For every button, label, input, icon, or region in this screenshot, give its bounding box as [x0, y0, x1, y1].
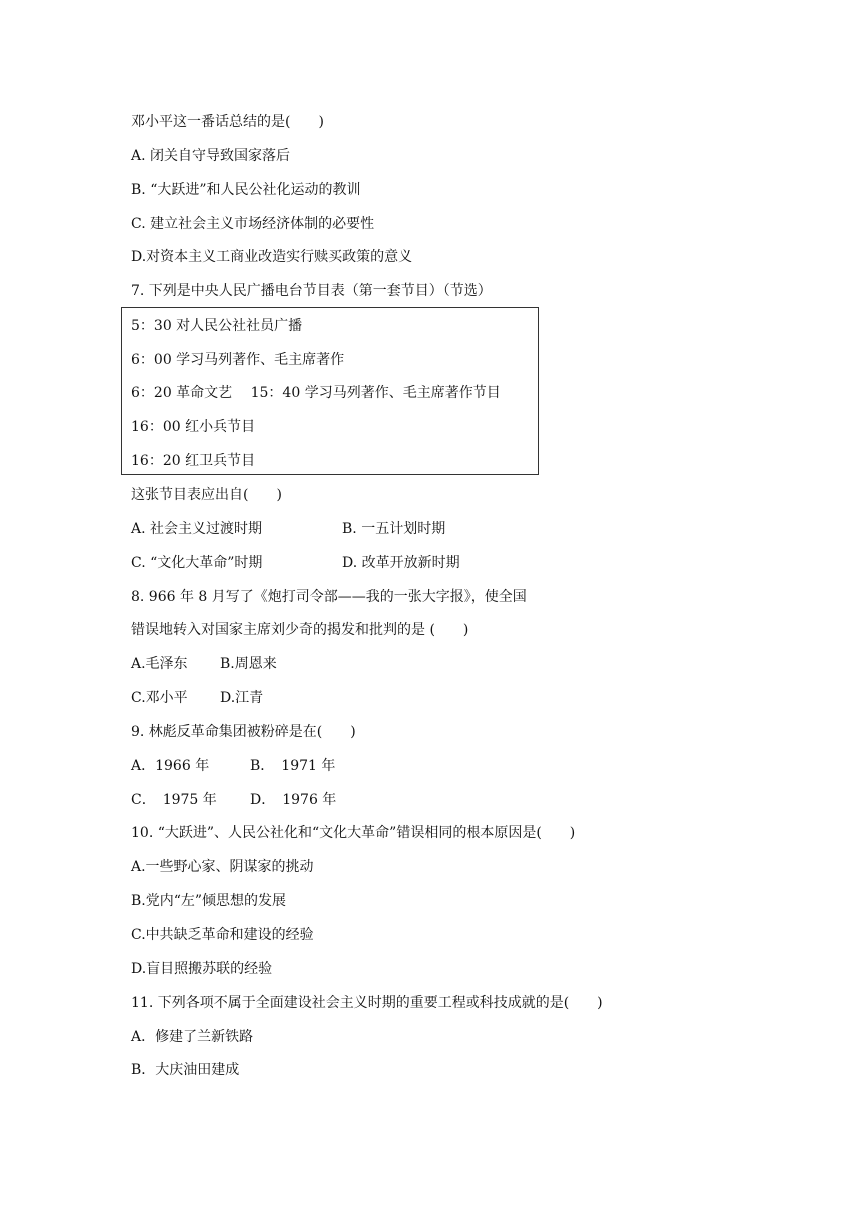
q11-option-a: A．修建了兰新铁路: [131, 1029, 254, 1045]
q7-stem: 7. 下列是中央人民广播电台节目表（第一套节目）（节选）: [131, 283, 492, 299]
q10-option-b: B.党内“左”倾思想的发展: [131, 893, 287, 909]
q6-stem-end: 邓小平这一番话总结的是( ): [131, 114, 324, 130]
q6-option-c: C. 建立社会主义市场经济体制的必要性: [131, 216, 375, 232]
q10-option-c: C.中共缺乏革命和建设的经验: [131, 927, 314, 943]
q6-option-b: B. “大跃进”和人民公社化运动的教训: [131, 182, 361, 198]
q8-stem-line2: 错误地转入对国家主席刘少奇的揭发和批判的是 ( ): [131, 622, 469, 638]
q6-option-d: D.对资本主义工商业改造实行赎买政策的意义: [131, 249, 413, 265]
q9-option-d: D． 1976 年: [250, 792, 337, 808]
q10-stem: 10. “大跃进”、人民公社化和“文化大革命”错误相同的根本原因是( ): [131, 825, 576, 841]
q9-option-c: C． 1975 年: [131, 792, 217, 808]
q8-option-a: A.毛泽东: [131, 656, 188, 672]
q9-option-a: A．1966 年: [131, 758, 210, 774]
schedule-row: 6：00 学习马列著作、毛主席著作: [131, 352, 345, 368]
q8-option-c: C.邓小平: [131, 690, 188, 706]
schedule-row: 16：20 红卫兵节目: [131, 453, 256, 469]
q10-option-d: D.盲目照搬苏联的经验: [131, 961, 273, 977]
q8-stem-line1: 8. 966 年 8 月写了《炮打司令部——我的一张大字报》，使全国: [131, 589, 527, 605]
q7-option-d: D. 改革开放新时期: [342, 555, 460, 571]
q7-option-b: B. 一五计划时期: [342, 521, 446, 537]
schedule-row: 16：00 红小兵节目: [131, 419, 256, 435]
q11-stem: 11. 下列各项不属于全面建设社会主义时期的重要工程或科技成就的是( ): [131, 995, 603, 1011]
q7-option-a: A. 社会主义过渡时期: [131, 521, 263, 537]
q6-option-a: A. 闭关自守导致国家落后: [131, 148, 291, 164]
q8-option-b: B.周恩来: [220, 656, 277, 672]
q11-option-b: B．大庆油田建成: [131, 1062, 240, 1078]
q7-question: 这张节目表应出自( ): [131, 487, 282, 503]
q7-schedule-box: [121, 307, 539, 475]
schedule-row: 5：30 对人民公社社员广播: [131, 318, 303, 334]
q8-option-d: D.江青: [220, 690, 264, 706]
q9-option-b: B． 1971 年: [250, 758, 336, 774]
q10-option-a: A.一些野心家、阴谋家的挑动: [131, 859, 314, 875]
q9-stem: 9. 林彪反革命集团被粉碎是在( ): [131, 724, 356, 740]
schedule-row: 6：20 革命文艺 15：40 学习马列著作、毛主席著作节目: [131, 385, 501, 401]
q7-option-c: C. “文化大革命”时期: [131, 555, 263, 571]
